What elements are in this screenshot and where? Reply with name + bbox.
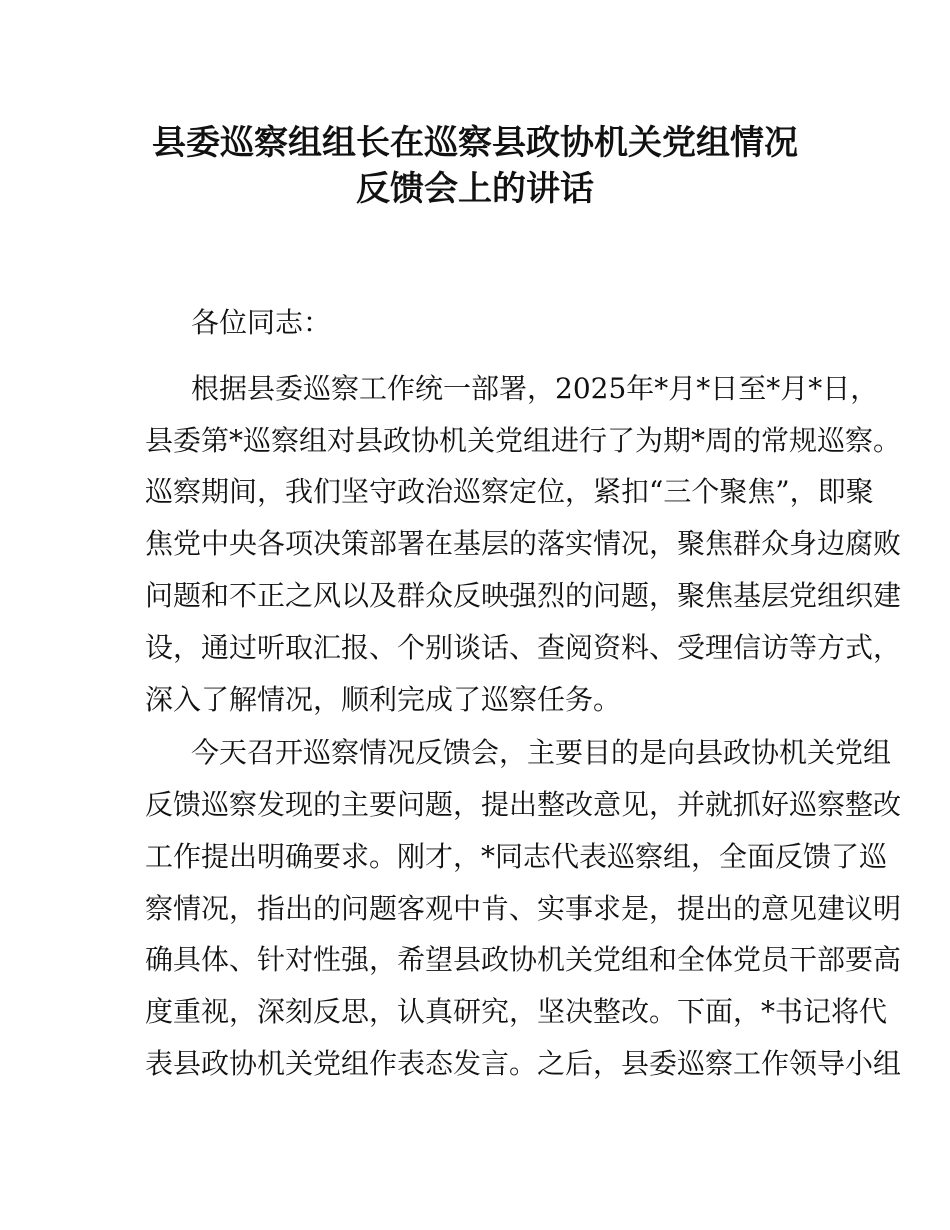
paragraph-2-line: 察情况，指出的问题客观中肯、实事求是，提出的意见建议明 [145, 892, 902, 925]
paragraph-1-line: 深入了解情况，顺利完成了巡察任务。 [145, 683, 622, 716]
paragraph-2-line: 工作提出明确要求。刚才，*同志代表巡察组，全面反馈了巡 [145, 840, 888, 873]
paragraph-2-line: 反馈巡察发现的主要问题，提出整改意见，并就抓好巡察整改 [145, 788, 902, 821]
paragraph-1-line: 焦党中央各项决策部署在基层的落实情况，聚焦群众身边腐败 [145, 527, 902, 560]
salutation: 各位同志： [191, 306, 332, 339]
paragraph-1-line: 巡察期间，我们坚守政治巡察定位，紧扣“三个聚焦”，即聚 [145, 475, 874, 508]
paragraph-1-line: 根据县委巡察工作统一部署，2025年*月*日至*月*日， [191, 372, 879, 405]
paragraph-2-line: 度重视，深刻反思，认真研究，坚决整改。下面，*书记将代 [145, 995, 888, 1028]
document-title-line-2: 反馈会上的讲话 [356, 169, 594, 209]
paragraph-2-line: 表县政协机关党组作表态发言。之后，县委巡察工作领导小组 [145, 1047, 902, 1080]
paragraph-1-line: 县委第*巡察组对县政协机关党组进行了为期*周的常规巡察。 [145, 424, 902, 457]
paragraph-2-line: 今天召开巡察情况反馈会，主要目的是向县政协机关党组 [191, 736, 892, 769]
paragraph-1-line: 问题和不正之风以及群众反映强烈的问题，聚焦基层党组织建 [145, 579, 902, 612]
document-title-line-1: 县委巡察组组长在巡察县政协机关党组情况 [152, 123, 798, 163]
paragraph-1-line: 设，通过听取汇报、个别谈话、查阅资料、受理信访等方式， [145, 631, 902, 664]
paragraph-2-line: 确具体、针对性强，希望县政协机关党组和全体党员干部要高 [145, 943, 902, 976]
